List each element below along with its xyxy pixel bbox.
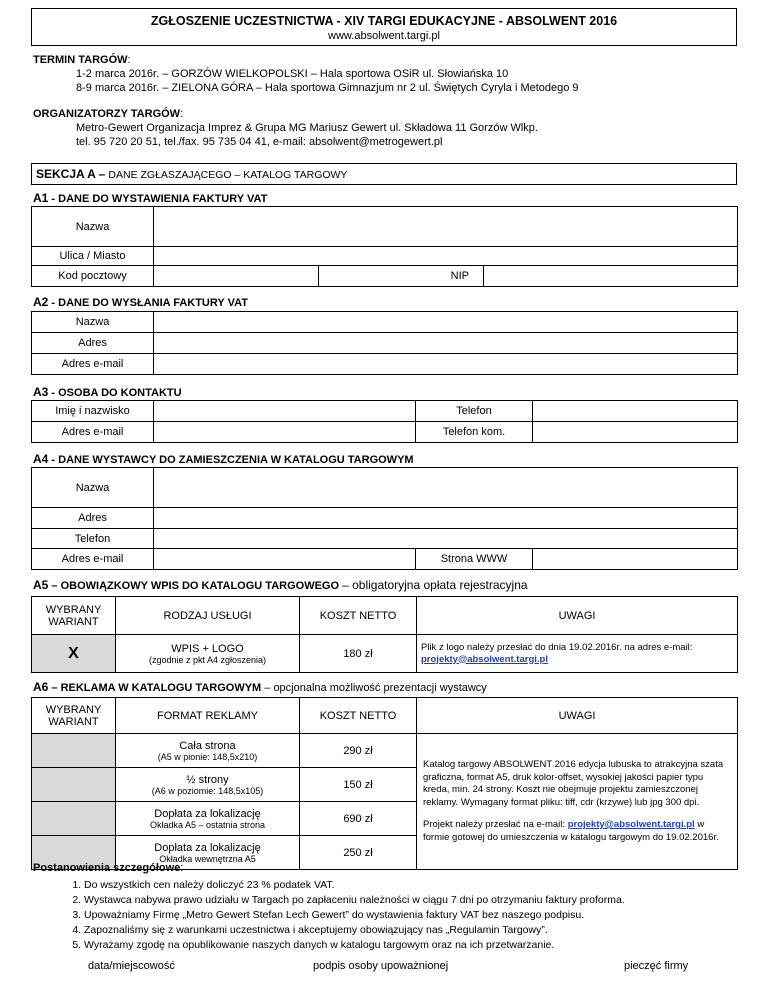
a4-heading: A4 - DANE WYSTAWCY DO ZAMIESZCZENIA W KATALOGU TARGOWYM	[33, 452, 414, 466]
a2-adres-field[interactable]	[154, 333, 738, 354]
a3-heading: A3 - OSOBA DO KONTAKTU	[33, 385, 182, 399]
a5-col-wariant: WYBRANY WARIANT	[32, 597, 116, 635]
a3-telkom-field[interactable]	[533, 422, 738, 443]
a6-price-2: 150 zł	[300, 768, 417, 802]
a6-select-cell-1[interactable]	[32, 734, 116, 768]
a5-table	[31, 596, 738, 673]
a6-format-2-detail: (A6 w poziomie: 148,5x105)	[151, 785, 264, 796]
a5-note-text: Plik z logo należy przesłać do dnia 19.02.2016r. na adres e-mail:	[421, 641, 693, 653]
termin-line-2: 8-9 marca 2016r. – ZIELONA GÓRA – Hala sportowa Gimnazjum nr 2 ul. Świętych Cyryla i Metodego 9	[76, 82, 579, 94]
a5-heading: A5 – OBOWIĄZKOWY WPIS DO KATALOGU TARGOWEGO – obligatoryjna opłata rejestracyjna	[33, 578, 528, 592]
signature-stamp: pieczęć firmy	[624, 960, 689, 972]
a4-www-label: Strona WWW	[416, 549, 533, 570]
a1-kod-label: Kod pocztowy	[32, 266, 154, 287]
a5-service-name: WPIS + LOGO	[171, 642, 244, 655]
a4-email-label: Adres e-mail	[32, 549, 154, 570]
organizatorzy-line-1: Metro-Gewert Organizacja Imprez & Grupa MG Mariusz Gewert ul. Składowa 11 Gorzów Wlkp.	[76, 122, 538, 134]
a6-col-koszt: KOSZT NETTO	[300, 698, 417, 734]
a2-nazwa-label: Nazwa	[32, 312, 154, 333]
a2-email-label: Adres e-mail	[32, 354, 154, 375]
a6-note-1: Katalog targowy ABSOLWENT 2016 edycja lubuska to atrakcyjna szata graficzna, format A5, druk kolor-offset, wysokiej jakości papier typu kreda, min. 24 strony. Koszt nie obejmuje projektu zamieszczonej reklamy. Wymagany format pliku: tiff, cdr (krzywe) lub jpg 300 dpi.	[423, 759, 724, 808]
termin-block: TERMIN TARGÓW: 1-2 marca 2016r. – GORZÓW WIELKOPOLSKI – Hala sportowa OSiR ul. Słowiańska 10 8-9 marca 2016r. – ZIELONA GÓRA – Hala sportowa Gimnazjum nr 2 ul. Świętych Cyryla i Metodego 9	[33, 54, 579, 94]
form-header	[31, 8, 737, 46]
a1-nip-field[interactable]	[484, 266, 738, 287]
a5-note-email-link[interactable]: projekty@absolwent.targi.pl	[421, 653, 548, 665]
form-title: ZGŁOSZENIE UCZESTNICTWA - XIV TARGI EDUKACYJNE - ABSOLWENT 2016	[150, 14, 618, 28]
a6-format-3	[116, 802, 300, 836]
a6-format-1-name: Cała strona	[179, 739, 236, 752]
section-a-code: SEKCJA A –	[36, 167, 106, 181]
a1-kod-field[interactable]	[154, 266, 319, 287]
a5-col-rodzaj: RODZAJ USŁUGI	[116, 597, 300, 635]
a6-table	[31, 697, 738, 870]
a4-telefon-label: Telefon	[32, 529, 154, 549]
a2-adres-label: Adres	[32, 333, 154, 354]
a6-notes	[417, 734, 738, 870]
a1-heading: A1 - DANE DO WYSTAWIENIA FAKTURY VAT	[33, 191, 268, 205]
a2-table	[31, 311, 738, 375]
a3-table	[31, 400, 738, 443]
a3-imie-field[interactable]	[154, 401, 416, 422]
a6-format-1	[116, 734, 300, 768]
a5-col-uwagi: UWAGI	[417, 597, 738, 635]
a6-price-3: 690 zł	[300, 802, 417, 836]
a5-note	[417, 635, 738, 673]
a1-table-row3	[31, 265, 738, 287]
a3-telefon-label: Telefon	[416, 401, 533, 422]
a3-telefon-field[interactable]	[533, 401, 738, 422]
a6-col-format: FORMAT REKLAMY	[116, 698, 300, 734]
a6-format-3-name: Dopłata za lokalizację	[154, 807, 261, 820]
section-a-desc: DANE ZGŁASZAJĄCEGO – KATALOG TARGOWY	[108, 169, 348, 181]
postanowienie-4: 4. Zapoznaliśmy się z warunkami uczestnictwa i akceptujemy obowiązujący nas „Regulamin Targowy”.	[84, 923, 625, 938]
a1-ulica-field[interactable]	[154, 247, 738, 266]
a4-www-field[interactable]	[533, 549, 738, 570]
a6-col-uwagi: UWAGI	[417, 698, 738, 734]
a6-note-2-post: w formie gotowej do umieszczenia w katalogu targowym do 19.02.2016r.	[423, 819, 719, 843]
a6-price-4: 250 zł	[300, 836, 417, 870]
a1-nip-label: NIP	[319, 266, 484, 287]
a6-format-1-detail: (A5 w pionie: 148,5x210)	[157, 751, 258, 762]
a6-format-3-detail: Okładka A5 – ostatnia strona	[149, 819, 266, 830]
postanowienie-1: 1. Do wszystkich cen należy doliczyć 23 % podatek VAT.	[84, 878, 625, 893]
a6-note-2	[423, 819, 731, 844]
a2-email-field[interactable]	[154, 354, 738, 375]
a6-select-cell-2[interactable]	[32, 768, 116, 802]
a4-table	[31, 467, 738, 549]
postanowienie-3: 3. Upoważniamy Firmę „Metro Gewert Stefan Lech Gewert” do wystawienia faktury VAT bez naszego podpisu.	[84, 908, 625, 923]
a1-table	[31, 206, 738, 266]
a2-heading: A2 - DANE DO WYSŁANIA FAKTURY VAT	[33, 295, 248, 309]
postanowienia-heading: Postanowienia szczegółowe:	[33, 862, 184, 874]
a6-format-2	[116, 768, 300, 802]
organizatorzy-block: ORGANIZATORZY TARGÓW: Metro-Gewert Organizacja Imprez & Grupa MG Mariusz Gewert ul. Składowa 11 Gorzów Wlkp. tel. 95 720 20 51, tel./fax. 95 735 04 41, e-mail: absolwent@metrogewert.pl	[33, 108, 538, 148]
postanowienia-list	[62, 878, 625, 953]
a6-format-2-name: ½ strony	[186, 773, 229, 786]
a3-telkom-label: Telefon kom.	[416, 422, 533, 443]
a5-service-cell	[116, 635, 300, 673]
a6-select-cell-3[interactable]	[32, 802, 116, 836]
website-url[interactable]: www.absolwent.targi.pl	[328, 30, 440, 42]
a4-nazwa-label: Nazwa	[32, 468, 154, 508]
a4-nazwa-field[interactable]	[154, 468, 738, 508]
a3-imie-label: Imię i nazwisko	[32, 401, 154, 422]
a3-email-label: Adres e-mail	[32, 422, 154, 443]
postanowienie-2: 2. Wystawca nabywa prawo udziału w Targach po zapłaceniu należności w ciągu 7 dni po otrzymaniu faktury proforma.	[84, 893, 625, 908]
a6-note-2-pre: Projekt należy przesłać na e-mail:	[423, 819, 566, 830]
termin-line-1: 1-2 marca 2016r. – GORZÓW WIELKOPOLSKI – Hala sportowa OSiR ul. Słowiańska 10	[76, 68, 509, 80]
a4-email-field[interactable]	[154, 549, 416, 570]
signature-authorized: podpis osoby upoważnionej	[313, 960, 449, 972]
termin-label: TERMIN TARGÓW	[33, 54, 128, 66]
a6-format-4-name: Dopłata za lokalizację	[154, 841, 261, 854]
section-a-header	[31, 163, 737, 185]
signature-date: data/miejscowość	[88, 960, 175, 972]
a5-col-koszt: KOSZT NETTO	[300, 597, 417, 635]
a5-price: 180 zł	[300, 635, 417, 673]
a5-service-note: (zgodnie z pkt A4 zgłoszenia)	[148, 654, 267, 665]
a3-email-field[interactable]	[154, 422, 416, 443]
a1-nazwa-field[interactable]	[154, 207, 738, 247]
a4-adres-field[interactable]	[154, 508, 738, 529]
a1-nazwa-label: Nazwa	[32, 207, 154, 247]
organizatorzy-line-2: tel. 95 720 20 51, tel./fax. 95 735 04 41, e-mail: absolwent@metrogewert.pl	[76, 136, 443, 148]
a6-format-4-detail: Okładka wewnętrzna A5	[159, 853, 256, 864]
a5-selected-mark[interactable]: X	[32, 635, 116, 673]
a1-ulica-label: Ulica / Miasto	[32, 247, 154, 266]
postanowienie-5: 5. Wyrażamy zgodę na opublikowanie naszych danych w katalogu targowym oraz na ich przetwarzanie.	[84, 938, 625, 953]
postanowienia-label: Postanowienia szczegółowe	[33, 862, 181, 874]
a6-price-1: 290 zł	[300, 734, 417, 768]
a6-note-email-link[interactable]: projekty@absolwent.targi.pl	[567, 819, 695, 830]
a2-nazwa-field[interactable]	[154, 312, 738, 333]
a4-table-row4	[31, 548, 738, 570]
a6-col-wariant: WYBRANY WARIANT	[32, 698, 116, 734]
a4-adres-label: Adres	[32, 508, 154, 529]
organizatorzy-label: ORGANIZATORZY TARGÓW	[33, 108, 181, 120]
a4-telefon-field[interactable]	[154, 529, 738, 549]
a6-heading: A6 – REKLAMA W KATALOGU TARGOWYM – opcjonalna możliwość prezentacji wystawcy	[33, 680, 487, 694]
